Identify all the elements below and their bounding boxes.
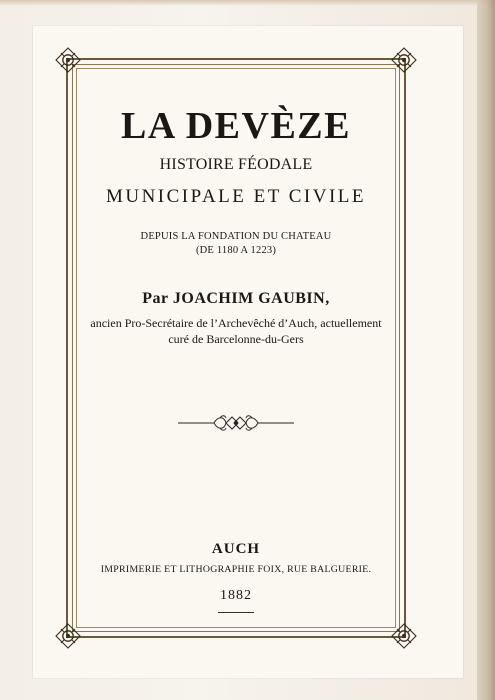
- year-underline: [218, 612, 254, 613]
- date-line-1: DEPUIS LA FONDATION DU CHATEAU: [140, 231, 332, 242]
- author-description: ancien Pro-Secrétaire de l’Archevêché d’Auch, actuellement curé de Barcelonne-du-Gers: [90, 316, 382, 346]
- publication-year: 1882: [220, 588, 252, 603]
- book-subtitle-1: HISTOIRE FÉODALE: [159, 156, 313, 173]
- scan-top-shadow: [0, 0, 495, 6]
- central-ornament-icon: [176, 412, 296, 434]
- ornament-corner-icon: [389, 45, 419, 75]
- book-subtitle-2: MUNICIPALE ET CIVILE: [105, 186, 367, 207]
- author-line: Par JOACHIM GAUBIN,: [142, 290, 330, 307]
- publisher-city: AUCH: [211, 541, 261, 557]
- scan-right-shadow: [477, 0, 495, 700]
- publisher-name: IMPRIMERIE ET LITHOGRAPHIE FOIX, RUE BALGUERIE.: [100, 564, 372, 575]
- date-line-2: (DE 1180 A 1223): [195, 245, 277, 256]
- title-page-content: [76, 72, 396, 624]
- ornament-corner-icon: [389, 621, 419, 651]
- book-title: LA DEVÈZE: [121, 105, 351, 147]
- ornament-corner-icon: [53, 621, 83, 651]
- ornament-corner-icon: [53, 45, 83, 75]
